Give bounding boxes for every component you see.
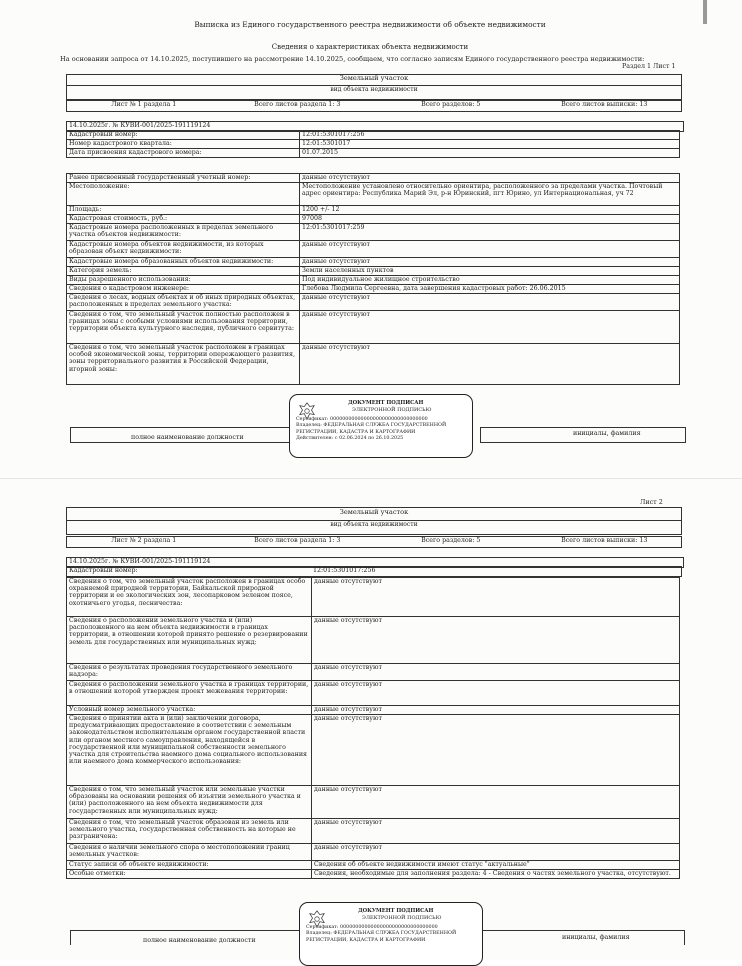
sheet2-stamp-owner: Владелец: ФЕДЕРАЛЬНАЯ СЛУЖБА ГОСУДАРСТВЕННОЙ bbox=[306, 931, 457, 937]
object-kind: Земельный участок bbox=[67, 75, 681, 86]
table-row bbox=[67, 786, 680, 819]
stamp-subtitle: ЭЛЕКТРОННОЙ ПОДПИСЬЮ bbox=[352, 407, 432, 413]
row-value: данные отсутствуют bbox=[312, 844, 680, 861]
object-kind-box bbox=[66, 74, 682, 100]
table-row bbox=[67, 311, 680, 344]
row-label: Сведения о том, что земельный участок или земельные участки образованы на основании решения об изъятии земельного участка и (или) расположенного на нем объекта недвижимости для государственных или муниципальных нужд: bbox=[67, 786, 312, 819]
sheet2-cad-row bbox=[66, 566, 682, 577]
sheet2-stamp-subtitle: ЭЛЕКТРОННОЙ ПОДПИСЬЮ bbox=[362, 915, 442, 921]
table-row bbox=[67, 715, 680, 786]
row-label: Сведения о лесах, водных объектах и об иных природных объектах, расположенных в пределах земельного участка: bbox=[67, 294, 300, 311]
row-label: Сведения о том, что земельный участок образован из земель или земельного участка, государственная собственность на которые не разграничена: bbox=[67, 819, 312, 844]
row-value: данные отсутствуют bbox=[300, 258, 680, 267]
row-value: 12:01:5301017:259 bbox=[300, 224, 680, 241]
table-row bbox=[67, 664, 680, 681]
row-label: Номер кадастрового квартала: bbox=[67, 140, 300, 149]
table-row bbox=[67, 258, 680, 267]
object-kind-caption: вид объекта недвижимости bbox=[330, 86, 418, 93]
row-label: Сведения о наличии земельного спора о местоположении границ земельных участков: bbox=[67, 844, 312, 861]
row-label: Сведения о результатах проведения государственного земельного надзора: bbox=[67, 664, 312, 681]
section-sheets: Всего листов раздела 1: 3 bbox=[254, 101, 341, 108]
top-details-table bbox=[66, 130, 680, 158]
row-label: Сведения о принятии акта и (или) заключении договора, предусматривающих предоставление в соответствии с земельным законодательством исполнительным органом государственной власти или органом местного самоуправления, находящейся в государственной или муниципальной собственности земельного участка для строительства наемного дома социального использования или наемного дома коммерческого использования: bbox=[67, 715, 312, 786]
sheet2-stamp-title: ДОКУМЕНТ ПОДПИСАН bbox=[358, 908, 434, 914]
row-label: Площадь: bbox=[67, 206, 300, 215]
row-value: 01.07.2015 bbox=[300, 149, 680, 158]
row-value: 12:01:5301017:256 bbox=[300, 131, 680, 140]
row-value: данные отсутствуют bbox=[312, 706, 680, 715]
row-label: Ранее присвоенный государственный учетный номер: bbox=[67, 174, 300, 183]
row-value: данные отсутствуют bbox=[300, 174, 680, 183]
sheet2-object-kind-caption: вид объекта недвижимости bbox=[330, 521, 418, 528]
row-value: данные отсутствуют bbox=[312, 664, 680, 681]
stamp-owner-2: РЕГИСТРАЦИИ, КАДАСТРА И КАРТОГРАФИИ bbox=[296, 429, 416, 435]
document-subtitle: Сведения о характеристиках объекта недвижимости bbox=[271, 43, 469, 51]
row-value: данные отсутствуют bbox=[312, 819, 680, 844]
sheet2-object-kind-box bbox=[66, 507, 682, 535]
sheet2-object-kind: Земельный участок bbox=[67, 508, 681, 521]
sheet2-signature-name-cell bbox=[480, 930, 685, 945]
signature-position-cell bbox=[70, 427, 301, 443]
table-row bbox=[67, 149, 680, 158]
row-value: Сведения, необходимые для заполнения раздела: 4 - Сведения о частях земельного участка, отсутствуют. bbox=[312, 870, 680, 879]
sheet2-total-sections: Всего разделов: 5 bbox=[421, 537, 481, 544]
request-line: На основании запроса от 14.10.2025, поступившего на рассмотрение 14.10.2025, сообщаем, что согласно записям Единого государственного реестра недвижимости: bbox=[60, 55, 645, 63]
row-label: Кадастровые номера расположенных в пределах земельного участка объектов недвижимости: bbox=[67, 224, 300, 241]
row-label: Сведения о том, что земельный участок расположен в границах особой экономической зоны, территории опережающего развития, зоны территориального развития в Российской Федерации, игорной зоны: bbox=[67, 344, 300, 385]
row-value: 97008 bbox=[300, 215, 680, 224]
table-row bbox=[67, 215, 680, 224]
sheet2-label: Лист 2 bbox=[640, 498, 663, 506]
row-value: данные отсутствуют bbox=[312, 578, 680, 617]
row-label: Кадастровые номера образованных объектов недвижимости: bbox=[67, 258, 300, 267]
sheet2-electronic-signature-stamp bbox=[299, 902, 483, 966]
total-sections: Всего разделов: 5 bbox=[421, 101, 481, 108]
stamp-owner: Владелец: ФЕДЕРАЛЬНАЯ СЛУЖБА ГОСУДАРСТВЕННОЙ bbox=[296, 423, 447, 429]
table-row bbox=[67, 267, 680, 276]
table-row bbox=[67, 285, 680, 294]
sheet2-extract-number: 14.10.2025г. № КУВИ-001/2025-191119124 bbox=[66, 557, 684, 568]
total-sheets: Всего листов выписки: 13 bbox=[561, 101, 648, 108]
stamp-validity: Действителен: с 02.06.2024 по 26.10.2025 bbox=[296, 436, 404, 442]
row-value: 12:01:5301017 bbox=[300, 140, 680, 149]
row-value: данные отсутствуют bbox=[300, 311, 680, 344]
row-label: Условный номер земельного участка: bbox=[67, 706, 312, 715]
table-row bbox=[67, 819, 680, 844]
table-row bbox=[67, 706, 680, 715]
table-row bbox=[67, 617, 680, 664]
row-label: Кадастровый номер: bbox=[67, 131, 300, 140]
sheet2-section-sheets: Всего листов раздела 1: 3 bbox=[254, 537, 341, 544]
table-row bbox=[67, 241, 680, 258]
row-value: Под индивидуальное жилищное строительство bbox=[300, 276, 680, 285]
row-label: Категория земель: bbox=[67, 267, 300, 276]
row-label: Статус записи об объекте недвижимости: bbox=[67, 861, 312, 870]
signature-name-cell bbox=[480, 427, 686, 443]
details-table bbox=[66, 173, 680, 385]
row-value: данные отсутствуют bbox=[300, 241, 680, 258]
table-row bbox=[67, 276, 680, 285]
row-label: Сведения о том, что земельный участок полностью расположен в границах зоны с особыми условиями использования территории, территории объекта культурного наследия, публичного сервитута: bbox=[67, 311, 300, 344]
table-row bbox=[67, 294, 680, 311]
row-value: 1200 +/- 12 bbox=[300, 206, 680, 215]
table-row bbox=[67, 681, 680, 706]
row-value: Глебова Людмила Сергеевна, дата завершения кадастровых работ: 26.06.2015 bbox=[300, 285, 680, 294]
row-label: Сведения о том, что земельный участок расположен в границах особо охраняемой природной территории, Байкальской природной территории и ее экологических зон, лесопарковом зеленом поясе, охотничьего угодья, лесничества: bbox=[67, 578, 312, 617]
sheet-number: Лист № 1 раздела 1 bbox=[111, 101, 177, 108]
table-row bbox=[67, 131, 680, 140]
table-row bbox=[67, 224, 680, 241]
row-label: Дата присвоения кадастрового номера: bbox=[67, 149, 300, 158]
sheet2-total-sheets: Всего листов выписки: 13 bbox=[561, 537, 648, 544]
page-divider bbox=[0, 478, 742, 479]
row-label: Сведения о кадастровом инженере: bbox=[67, 285, 300, 294]
table-row bbox=[67, 861, 680, 870]
signature-position-label: полное наименование должности bbox=[131, 434, 244, 441]
sheet2-stamp-details bbox=[306, 925, 456, 944]
scan-artifact bbox=[703, 0, 707, 24]
section-label: Раздел 1 Лист 1 bbox=[622, 63, 676, 70]
table-row bbox=[67, 578, 680, 617]
sheet2-signature-position-cell bbox=[70, 930, 301, 945]
table-row bbox=[67, 206, 680, 215]
row-value: данные отсутствуют bbox=[312, 681, 680, 706]
stamp-title: ДОКУМЕНТ ПОДПИСАН bbox=[348, 400, 424, 406]
table-row bbox=[67, 174, 680, 183]
sheet2-signature-name-label: инициалы, фамилия bbox=[562, 934, 630, 941]
signature-name-label: инициалы, фамилия bbox=[573, 430, 641, 437]
row-value: данные отсутствуют bbox=[312, 786, 680, 819]
row-label: Особые отметки: bbox=[67, 870, 312, 879]
row-value: данные отсутствуют bbox=[312, 617, 680, 664]
document-title: Выписка из Единого государственного реестра недвижимости об объекте недвижимости bbox=[194, 20, 546, 29]
sheet2-details-table bbox=[66, 577, 680, 879]
sheet2-cad-label: Кадастровый номер: bbox=[69, 567, 138, 574]
sheet2-sheet-number: Лист № 2 раздела 1 bbox=[111, 537, 177, 544]
electronic-signature-stamp bbox=[289, 394, 473, 458]
table-row bbox=[67, 140, 680, 149]
row-value: Земли населенных пунктов bbox=[300, 267, 680, 276]
sheet2-cad-value: 12:01:5301017:256 bbox=[313, 567, 376, 574]
row-label: Местоположение: bbox=[67, 183, 300, 206]
row-label: Кадастровые номера объектов недвижимости, из которых образован объект недвижимости: bbox=[67, 241, 300, 258]
stamp-details bbox=[296, 417, 446, 443]
row-value: Сведения об объекте недвижимости имеют статус "актуальные" bbox=[312, 861, 680, 870]
sheet-info-row bbox=[66, 100, 682, 112]
row-value: данные отсутствуют bbox=[300, 344, 680, 385]
stamp-certificate: Сертификат: 00000000000000000000000000000000 bbox=[296, 417, 428, 422]
row-value: данные отсутствуют bbox=[300, 294, 680, 311]
table-row bbox=[67, 183, 680, 206]
sheet2-info-row bbox=[66, 536, 682, 548]
row-label: Кадастровая стоимость, руб.: bbox=[67, 215, 300, 224]
row-value: Местоположение установлено относительно ориентира, расположенного за пределами участка. Почтовый адрес ориентира: Республика Марий Эл, р-н Юринский, пгт Юрино, ул Интернациональная, уч 72 bbox=[300, 183, 680, 206]
row-label: Сведения о расположении земельного участка и (или) расположенного на нем объекта недвижимости в границах территории, в отношении которой принято решение о резервировании земель для государственных или муниципальных нужд: bbox=[67, 617, 312, 664]
sheet2-stamp-owner-2: РЕГИСТРАЦИИ, КАДАСТРА И КАРТОГРАФИИ bbox=[306, 937, 426, 943]
row-value: данные отсутствуют bbox=[312, 715, 680, 786]
sheet2-stamp-certificate: Сертификат: 00000000000000000000000000000000 bbox=[306, 925, 438, 930]
row-label: Сведения о расположении земельного участка в границах территории, в отношении которой утвержден проект межевания территории: bbox=[67, 681, 312, 706]
table-row bbox=[67, 844, 680, 861]
extract-number: 14.10.2025г. № КУВИ-001/2025-191119124 bbox=[66, 121, 684, 132]
sheet2-signature-position-label: полное наименование должности bbox=[143, 937, 256, 944]
table-row bbox=[67, 870, 680, 879]
table-row bbox=[67, 344, 680, 385]
row-label: Виды разрешенного использования: bbox=[67, 276, 300, 285]
